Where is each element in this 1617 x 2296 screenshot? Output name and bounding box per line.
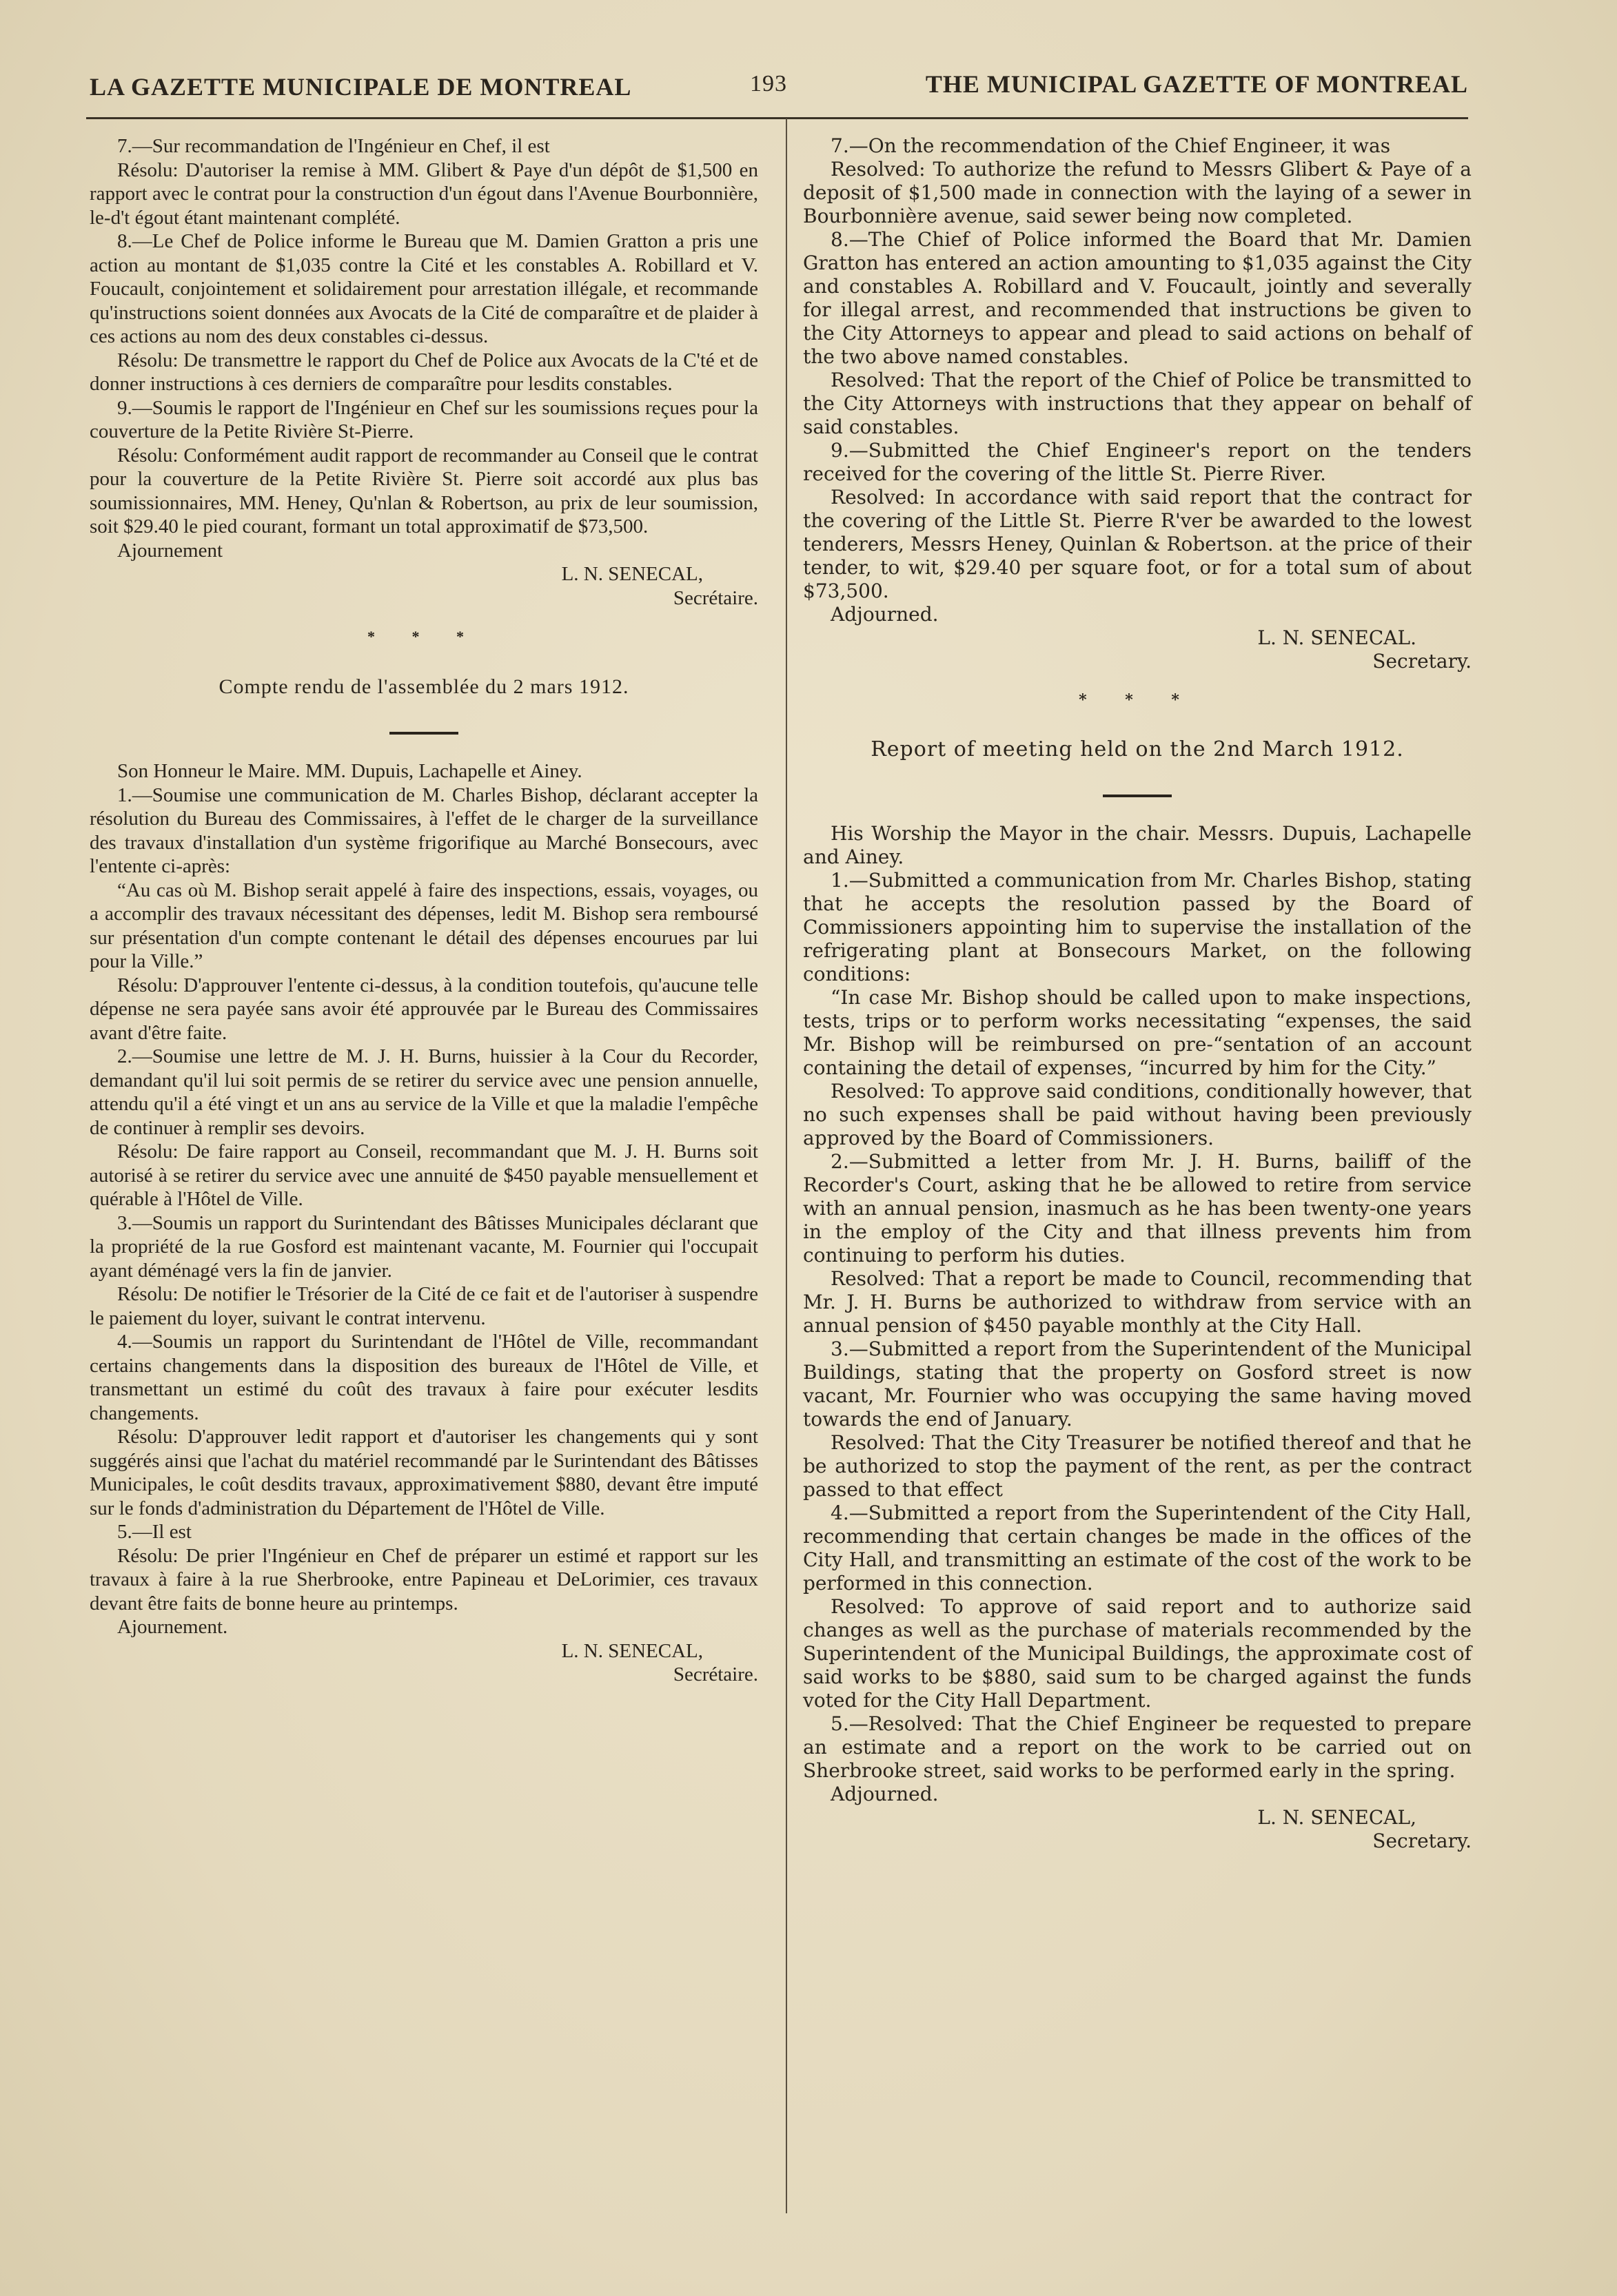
en-second-paragraph: Resolved: To approve of said report and to authorize said changes as well as the purchase of materials recommended by the Superintendent of the Municipal Buildings, the approximate cost of said works to be $880, said sum to be charged against the funds voted for the City Hall Department. (803, 1595, 1472, 1712)
en-second-paragraph: Resolved: To approve said conditions, conditionally however, that no such expenses shall be paid without having been previously approved by the Board of Commissioners. (803, 1080, 1472, 1149)
header-rule (86, 117, 1468, 119)
fr-second-paragraph: Résolu: De notifier le Trésorier de la Cité de ce fait et de l'autoriser à suspendre le paiement du loyer, suivant le contrat intervenu. (90, 1283, 758, 1329)
fr-short-rule (389, 732, 458, 735)
en-second-paragraph: “In case Mr. Bishop should be called upon to make inspections, tests, trips or to perform works necessitating “expenses, the said Mr. Bishop will be reimbursed on pre-“sentation of an account containing the detail of expenses, “incurred by him for the City.” (803, 986, 1472, 1079)
en-second-paragraph: His Worship the Mayor in the chair. Messrs. Dupuis, Lachapelle and Ainey. (803, 822, 1472, 868)
en-second-paragraph: Resolved: That the City Treasurer be notified thereof and that he be authorized to stop the payment of the rent, as per the contract passed to that effect (803, 1431, 1472, 1501)
fr-second-paragraph: Résolu: De prier l'Ingénieur en Chef de préparer un estimé et rapport sur les travaux à faire à la rue Sherbrooke, entre Papineau et DeLorimier, ces travaux devant être faits de bonne heure au printemps. (90, 1544, 758, 1615)
en-second-paragraph: 3.—Submitted a report from the Superintendent of the Municipal Buildings, stating that the property on Gosford street is now vacant, Mr. Fournier who was occupying the same having moved towards the end of January. (803, 1337, 1472, 1431)
fr-first-paragraph: Résolu: D'autoriser la remise à MM. Glibert & Paye d'un dépôt de $1,500 en rapport avec le contrat pour la construction d'un égout dans l'Avenue Bourbonnière, le-d't égout étant maintenant complété. (90, 158, 758, 229)
fr-first-paragraph: 7.—Sur recommandation de l'Ingénieur en Chef, il est (117, 135, 550, 157)
en-adjournment-2: Adjourned. (831, 1783, 939, 1805)
english-column (803, 134, 1472, 1853)
fr-first-paragraph: Résolu: Conformément audit rapport de recommander au Conseil que le contrat pour la couverture de la Petite Rivière St. Pierre soit accordé aux plus bas soumissionnaires, MM. Heney, Qu'nlan & Robertson, au prix de leur soumission, soit $29.40 le pied courant, formant un total approximatif de $73,500. (90, 444, 758, 537)
column-divider (786, 119, 787, 2213)
fr-adjournment: Ajournement (117, 539, 223, 562)
en-first-paragraph: Resolved: That the report of the Chief of Police be transmitted to the City Attorneys with instructions that they appear on behalf of said constables. (803, 369, 1472, 438)
en-signature-title: Secretary. (1372, 650, 1472, 673)
en-signature-name: L. N. SENECAL. (1257, 626, 1416, 649)
fr-first-paragraph: Résolu: De transmettre le rapport du Chef de Police aux Avocats de la C'té et de donner instructions à ces derniers de comparaître pour lesdits constables. (90, 349, 758, 395)
fr-signature-title: Secrétaire. (673, 586, 758, 609)
en-second-paragraph: 4.—Submitted a report from the Superintendent of the City Hall, recommending that certain changes be made in the offices of the City Hall, and transmitting an estimate of the cost of the work to be performed in this connection. (803, 1501, 1472, 1595)
en-second-paragraph: Resolved: That a report be made to Council, recommending that Mr. J. H. Burns be authorized to withdraw from service with an annual pension of $450 payable monthly at the City Hall. (803, 1267, 1472, 1337)
en-signature-title-2: Secretary. (1372, 1829, 1472, 1852)
en-adjournment: Adjourned. (831, 603, 939, 626)
fr-signature-name: L. N. SENECAL, (561, 563, 703, 585)
page-number: 193 (750, 71, 787, 96)
en-second-paragraph: 2.—Submitted a letter from Mr. J. H. Burns, bailiff of the Recorder's Court, asking that he be allowed to retire from service with an annual pension, inasmuch as he has been twenty-one years in the employ of the City and that illness prevents him from continuing to perform his duties. (803, 1150, 1472, 1267)
fr-second-paragraph: “Au cas où M. Bishop serait appelé à faire des inspections, essais, voyages, ou a accomplir des travaux nécessitant des dépenses, ledit M. Bishop sera remboursé sur présentation d'un compte contenant le détail des dépenses encourues par lui pour la Ville.” (90, 879, 758, 972)
en-meeting-heading: Report of meeting held on the 2nd March 1912. (871, 737, 1404, 761)
fr-second-paragraph: Résolu: De faire rapport au Conseil, recommandant que M. J. H. Burns soit autorisé à se retirer du service avec une annuité de $450 payable mensuellement et quérable à l'Hôtel de Ville. (90, 1140, 758, 1210)
fr-first-paragraph: 8.—Le Chef de Police informe le Bureau que M. Damien Gratton a pris une action au montant de $1,035 contre la Cité et les constables A. Robillard et V. Foucault, conjointement et solidairement pour arrestation illégale, et recommande qu'instructions soient données aux Avocats de la Cité de comparaître et de plaider à ces actions au nom des deux constables ci-dessus. (90, 230, 758, 347)
fr-second-paragraph: 4.—Soumis un rapport du Surintendant de l'Hôtel de Ville, recommandant certains changements dans la disposition des bureaux de l'Hôtel de Ville, et transmettant un estimé du coût des travaux à faire pour exécuter lesdits changements. (90, 1331, 758, 1424)
fr-signature-name-2: L. N. SENECAL, (561, 1639, 703, 1662)
fr-second-paragraph: 2.—Soumise une lettre de M. J. H. Burns, huissier à la Cour du Recorder, demandant qu'il lui soit permis de se retirer du service avec une pension annuelle, attendu qu'il a été vingt et un ans au service de la Ville et que la maladie l'empêche de continuer à remplir ses devoirs. (90, 1045, 758, 1139)
en-short-rule (1103, 795, 1172, 797)
en-second-paragraph: 5.—Resolved: That the Chief Engineer be requested to prepare an estimate and a report on the work to be carried out on Sherbrooke street, said works to be performed early in the spring. (803, 1712, 1472, 1782)
fr-second-paragraph: 1.—Soumise une communication de M. Charles Bishop, déclarant accepter la résolution du Bureau des Commissaires, à l'effet de le charger de la surveillance des travaux d'installation d'un système frigorifique au Marché Bonsecours, avec l'entente ci-après: (90, 783, 758, 877)
fr-second-paragraph: 5.—Il est (117, 1521, 192, 1543)
fr-meeting-heading: Compte rendu de l'assemblée du 2 mars 1912. (218, 675, 629, 698)
fr-adjournment-2: Ajournement. (117, 1616, 228, 1638)
en-first-paragraph: 8.—The Chief of Police informed the Board that Mr. Damien Gratton has entered an action amounting to $1,035 against the City and constables A. Robillard and V. Foucault, jointly and severally for illegal arrest, and recommended that instructions be given to the City Attorneys to appear and plead to said actions on behalf of the two above named constables. (803, 228, 1472, 368)
header-left-title: LA GAZETTE MUNICIPALE DE MONTREAL (90, 73, 632, 101)
fr-second-paragraph: 3.—Soumis un rapport du Surintendant des Bâtisses Municipales déclarant que la propriété de la rue Gosford est maintenant vacante, M. Fournier qui l'occupait ayant déménagé vers la fin de janvier. (90, 1211, 758, 1282)
fr-first-paragraph: 9.—Soumis le rapport de l'Ingénieur en Chef sur les soumissions reçues pour la couverture de la Petite Rivière St-Pierre. (90, 396, 758, 442)
en-first-paragraph: Resolved: To authorize the refund to Messrs Glibert & Paye of a deposit of $1,500 made in connection with the laying of a sewer in Bourbonnière avenue, said sewer being now completed. (803, 158, 1472, 227)
header-right-title: THE MUNICIPAL GAZETTE OF MONTREAL (925, 70, 1468, 98)
fr-second-paragraph: Son Honneur le Maire. MM. Dupuis, Lachapelle et Ainey. (117, 760, 582, 782)
fr-signature-title-2: Secrétaire. (673, 1663, 758, 1685)
en-signature-name-2: L. N. SENECAL, (1257, 1806, 1416, 1829)
fr-second-paragraph: Résolu: D'approuver ledit rapport et d'autoriser les changements qui y sont suggérés ainsi que l'achat du matériel recommandé par le Surintendant des Bâtisses Municipales, le coût desdits travaux, approximativement $880, devant être imputé sur le fonds d'administration du Département de l'Hôtel de Ville. (90, 1426, 758, 1519)
en-second-paragraph: 1.—Submitted a communication from Mr. Charles Bishop, stating that he accepts the resolution passed by the Board of Commissioners appointing him to supervise the installation of the refrigerating plant at Bonsecours Market, on the following conditions: (803, 869, 1472, 985)
en-first-paragraph: 9.—Submitted the Chief Engineer's report on the tenders received for the covering of the little St. Pierre River. (803, 439, 1472, 485)
fr-second-paragraph: Résolu: D'approuver l'entente ci-dessus, à la condition toutefois, qu'aucune telle dépense ne sera payée sans avoir été approuvée par le Bureau des Commissaires avant d'être faite. (90, 974, 758, 1044)
en-first-paragraph: Resolved: In accordance with said report that the contract for the covering of the Little St. Pierre R'ver be awarded to the lowest tenderers, Messrs Heney, Quinlan & Robertson. at the price of their tender, to wit, $29.40 per square foot, or for a total sum of about $73,500. (803, 486, 1472, 602)
page-header (90, 65, 1468, 107)
en-section-separator: * * * (1079, 691, 1196, 709)
french-column (90, 134, 758, 1687)
en-first-paragraph: 7.—On the recommendation of the Chief Engineer, it was (831, 134, 1391, 157)
fr-section-separator: * * * (367, 628, 480, 645)
